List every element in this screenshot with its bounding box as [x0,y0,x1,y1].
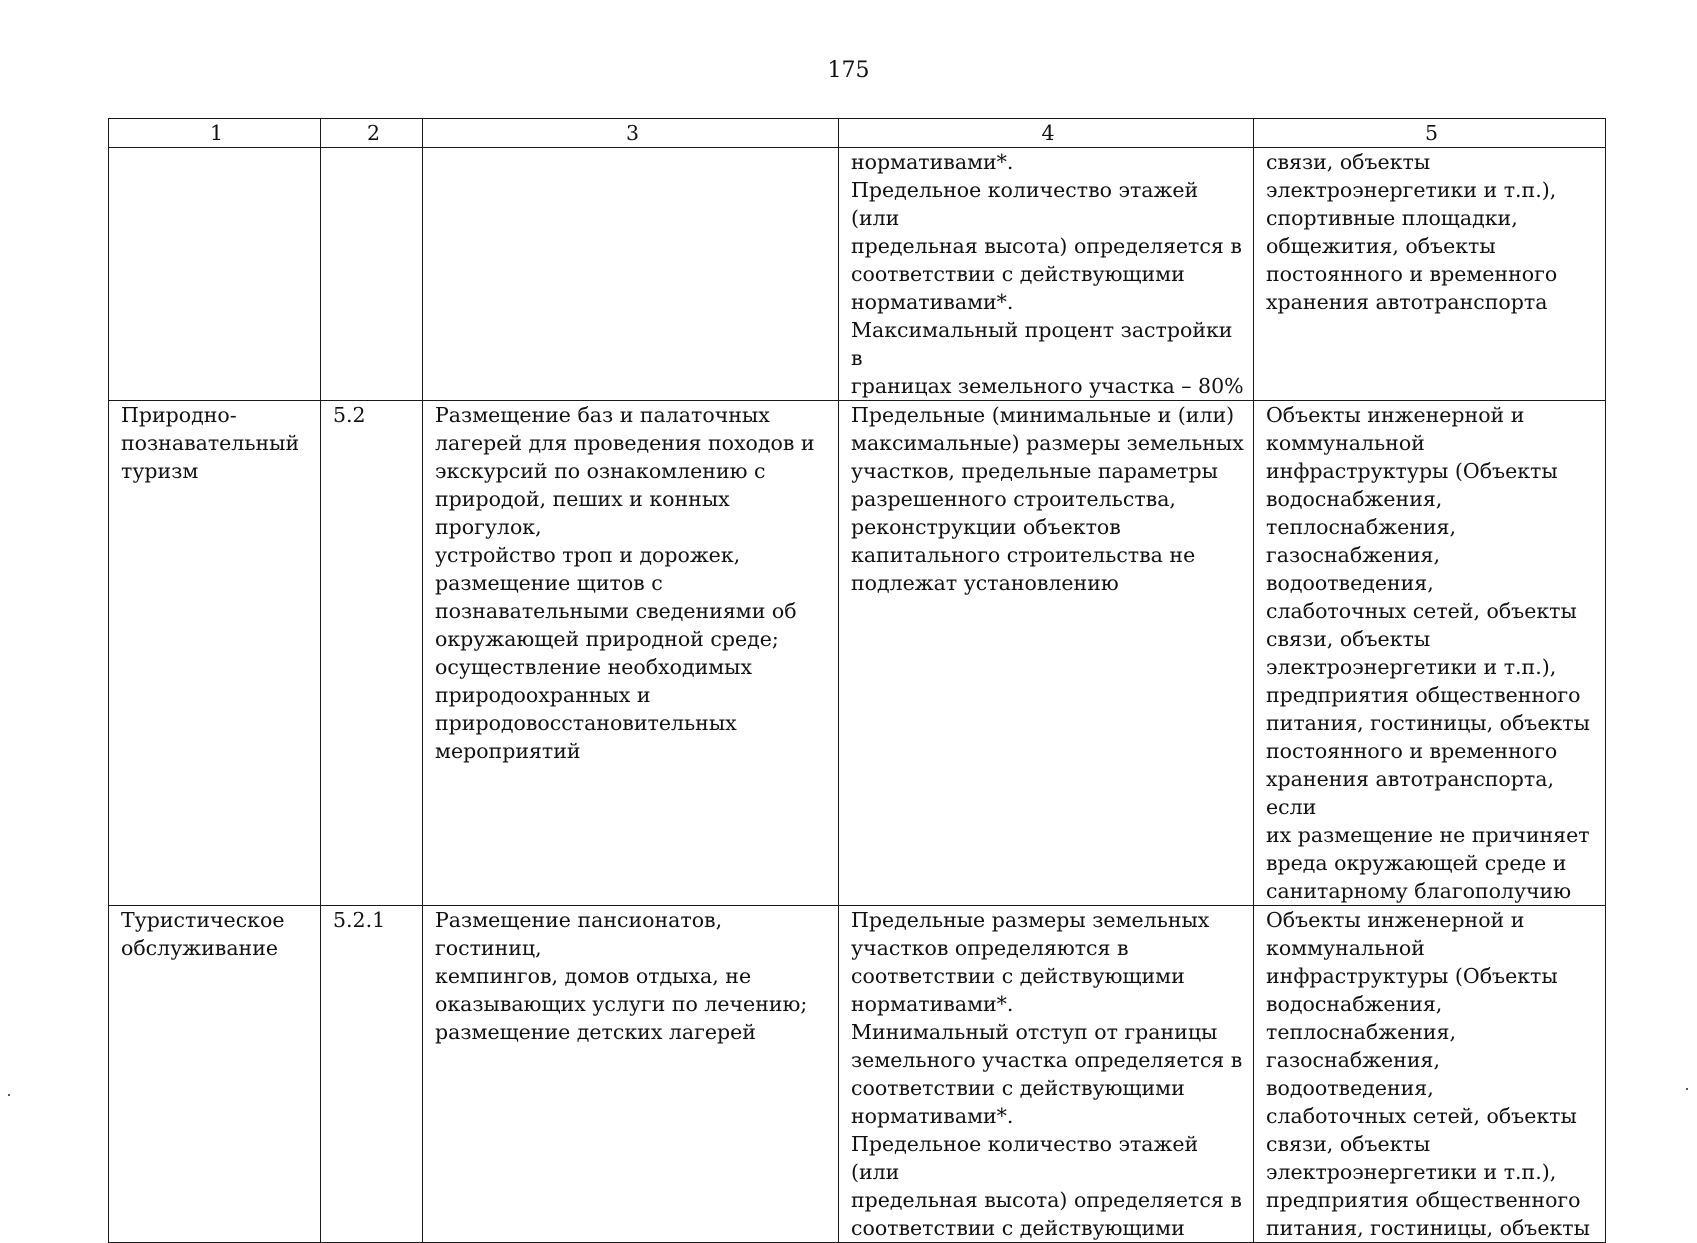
cell-line: электроэнергетики и т.п.), [1266,655,1557,679]
cell-line: лагерей для проведения походов и [435,431,815,455]
cell-line: осуществление необходимых [435,655,753,679]
cell-line: Объекты инженерной и [1266,908,1525,932]
scan-mark-left [8,1094,10,1096]
cell-line: соответствии с действующими [851,1076,1185,1100]
column-header-5: 5 [1254,119,1606,148]
construction-parameters-cell [839,401,1254,906]
cell-line: Размещение баз и палаточных [435,403,770,427]
cell-line: Размещение пансионатов, гостиниц, [435,908,723,960]
cell-line: познавательными сведениями об [435,599,797,623]
cell-line: участков, предельные параметры [851,459,1218,483]
cell-line: Максимальный процент застройки в [851,318,1233,370]
cell-line: разрешенного строительства, [851,487,1176,511]
use-type-name-cell [109,401,321,906]
table-row [109,148,1606,401]
cell-line: хранения автотранспорта, если [1266,767,1554,819]
cell-line: предприятия общественного [1266,1188,1581,1212]
use-description-cell [423,906,839,1243]
permitted-objects-cell [1254,401,1606,906]
cell-line: спортивные площадки, [1266,206,1518,230]
cell-line: размещение детских лагерей [435,1020,756,1044]
cell-line: Предельные (минимальные и (или) [851,403,1235,427]
cell-line: туризм [121,459,199,483]
cell-line: газоснабжения, водоотведения, [1266,543,1440,595]
cell-line: связи, объекты [1266,1132,1431,1156]
cell-line: соответствии с действующими [851,1216,1185,1240]
cell-line: связи, объекты [1266,627,1431,651]
use-code-cell [321,148,423,401]
cell-line: границах земельного участка – 80% [851,374,1244,398]
cell-line: слаботочных сетей, объекты [1266,599,1577,623]
cell-line: участков определяются в [851,936,1129,960]
cell-line: коммунальной [1266,936,1425,960]
cell-line: электроэнергетики и т.п.), [1266,1160,1557,1184]
cell-line: постоянного и временного [1266,739,1558,763]
table-row [109,906,1606,1243]
cell-line: максимальные) размеры земельных [851,431,1244,455]
cell-line: земельного участка определяется в [851,1048,1243,1072]
cell-line: капитального строительства не [851,543,1196,567]
column-header-3: 3 [423,119,839,148]
cell-line: нормативами*. [851,150,1014,174]
cell-line: питания, гостиницы, объекты [1266,1216,1590,1240]
cell-line: водоснабжения, [1266,992,1443,1016]
cell-line: соответствии с действующими [851,964,1185,988]
construction-parameters-cell [839,148,1254,401]
cell-line: кемпингов, домов отдыха, не [435,964,752,988]
table-header-row [109,119,1606,148]
cell-line: природоохранных и [435,683,651,707]
cell-line: нормативами*. [851,1104,1014,1128]
cell-line: теплоснабжения, [1266,515,1456,539]
cell-line: нормативами*. [851,290,1014,314]
cell-line: инфраструктуры (Объекты [1266,964,1558,988]
cell-line: обслуживание [121,936,278,960]
cell-line: размещение щитов с [435,571,663,595]
cell-line: природовосстановительных [435,711,737,735]
cell-line: Минимальный отступ от границы [851,1020,1218,1044]
cell-line: Предельное количество этажей (или [851,178,1199,230]
cell-line: связи, объекты [1266,150,1431,174]
use-code-cell: 5.2.1 [321,906,423,1243]
column-header-2: 2 [321,119,423,148]
use-description-cell [423,401,839,906]
cell-line: газоснабжения, водоотведения, [1266,1048,1440,1100]
page-number: 175 [827,58,870,83]
column-header-1: 1 [109,119,321,148]
cell-line: мероприятий [435,739,581,763]
cell-line: нормативами*. [851,992,1014,1016]
scan-mark-right [1686,1088,1688,1090]
permitted-objects-cell [1254,906,1606,1243]
use-type-name-cell [109,906,321,1243]
cell-line: общежития, объекты [1266,234,1496,258]
cell-line: их размещение не причиняет [1266,823,1590,847]
cell-line: коммунальной [1266,431,1425,455]
cell-line: слаботочных сетей, объекты [1266,1104,1577,1128]
cell-line: Природно- [121,403,237,427]
cell-line: теплоснабжения, [1266,1020,1456,1044]
cell-line: Предельное количество этажей (или [851,1132,1199,1184]
cell-line: постоянного и временного [1266,262,1558,286]
construction-parameters-cell [839,906,1254,1243]
cell-line: Предельные размеры земельных [851,908,1210,932]
use-type-name-cell [109,148,321,401]
cell-line: хранения автотранспорта [1266,290,1548,314]
cell-line: Туристическое [121,908,285,932]
cell-line: санитарному благополучию [1266,879,1572,903]
column-header-4: 4 [839,119,1254,148]
cell-line: предельная высота) определяется в [851,234,1242,258]
cell-line: вреда окружающей среде и [1266,851,1567,875]
use-description-cell [423,148,839,401]
cell-line: устройство троп и дорожек, [435,543,741,567]
cell-line: оказывающих услуги по лечению; [435,992,808,1016]
cell-line: подлежат установлению [851,571,1119,595]
permitted-objects-cell [1254,148,1606,401]
cell-line: природой, пеших и конных прогулок, [435,487,730,539]
cell-line: инфраструктуры (Объекты [1266,459,1558,483]
cell-line: предельная высота) определяется в [851,1188,1242,1212]
cell-line: Объекты инженерной и [1266,403,1525,427]
cell-line: соответствии с действующими [851,262,1185,286]
cell-line: водоснабжения, [1266,487,1443,511]
cell-line: экскурсий по ознакомлению с [435,459,766,483]
land-use-table [108,118,1606,1243]
cell-line: реконструкции объектов [851,515,1121,539]
use-code-cell: 5.2 [321,401,423,906]
cell-line: окружающей природной среде; [435,627,779,651]
table-row [109,401,1606,906]
cell-line: питания, гостиницы, объекты [1266,711,1590,735]
cell-line: познавательный [121,431,300,455]
cell-line: электроэнергетики и т.п.), [1266,178,1557,202]
cell-line: предприятия общественного [1266,683,1581,707]
